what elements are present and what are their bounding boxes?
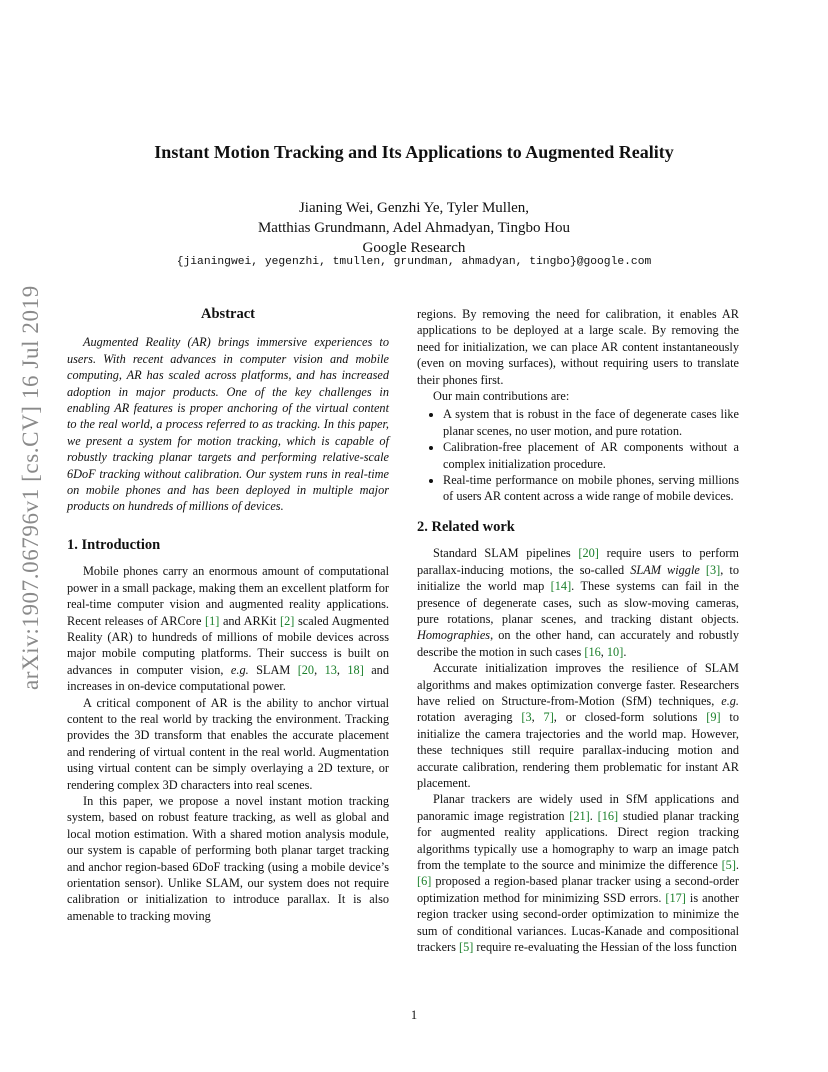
page-number: 1	[410, 1008, 418, 1022]
author-emails: {jianingwei, yegenzhi, tmullen, grundman, ahmadyan, tingbo}@google.com	[176, 256, 652, 268]
text-span: studied planar tracking for augmented reality applications. Direct region tracking algorithms typically use a homography to warp an image patch from the template to the source and minimize the difference	[417, 808, 740, 872]
citation-link[interactable]: [16	[584, 644, 601, 659]
citation-link[interactable]: [5]	[459, 940, 474, 955]
citation-link[interactable]: 7]	[543, 710, 554, 725]
text-span: . These systems can fail in the presence of degenerate cases, such as slow-moving cameras, pure rotations, planar scenes, and tracking distant objects.	[417, 579, 739, 626]
text-span: Accurate initialization improves the resilience of SLAM algorithms and makes optimization converge faster. Researchers have relied on Structure-from-Motion (SfM) techniques,	[417, 661, 739, 708]
related-paragraph-1	[417, 545, 739, 660]
text-span: .	[623, 644, 627, 659]
abstract-heading: Abstract	[201, 306, 255, 322]
citation-link[interactable]: 13	[324, 662, 337, 677]
text-span: ,	[600, 644, 607, 659]
text-span: .	[589, 808, 598, 823]
text-span: rotation averaging	[417, 710, 522, 725]
text-span: , on the other hand, can accurately and robustly describe the motion in such cases	[417, 628, 739, 659]
intro-paragraph-1	[67, 563, 389, 694]
citation-link[interactable]: [21]	[569, 808, 590, 823]
citation-link[interactable]: [1]	[205, 613, 220, 628]
related-paragraph-2	[417, 660, 739, 791]
contribution-item: • A system that is robust in the face of degenerate cases like planar scenes, no user motion, and pure rotation.	[443, 406, 739, 439]
citation-link[interactable]: [20	[297, 662, 315, 677]
text-span: require re-evaluating the Hessian of the loss function	[473, 940, 737, 955]
citation-link[interactable]: [3	[521, 710, 532, 725]
introduction-heading: 1. Introduction	[67, 536, 161, 553]
contribution-item: • Real-time performance on mobile phones, serving millions of users AR content across a wide range of mobile devices.	[443, 472, 739, 505]
citation-link[interactable]: [9]	[706, 710, 721, 725]
citation-link[interactable]: [5]	[721, 858, 736, 872]
text-span: .	[735, 858, 739, 872]
intro-paragraph-2: A critical component of AR is the ability to anchor virtual content to the real world by tracking the environment. Tracking provides the 3D transform that enables the accurate placement and rendering of virtual content in the real world. Augmentation using virtual content can be simply overlaying a 2D texture, or rendering complex 3D characters into real scenes.	[67, 695, 389, 792]
text-span: scaled Augmented Reality (AR) to hundreds of millions of mobile devices across major mobile computing platforms. Their success is built on advances in computer vision,	[67, 613, 389, 677]
related-work-heading: 2. Related work	[417, 518, 515, 535]
citation-link[interactable]: [16]	[597, 808, 619, 823]
text-span: require users to perform parallax-inducing motions, the so-called	[417, 546, 739, 577]
citation-link[interactable]: [3]	[705, 562, 721, 577]
citation-link[interactable]: [14]	[550, 579, 572, 594]
left-column	[67, 306, 389, 924]
contribution-intro-paragraph: regions. By removing the need for calibration, it enables AR applications to be deployed at a large scale. By removing the need for initialization, we can place AR content instantaneously (even on moving surfaces), without requiring users to translate their phones first.	[417, 307, 739, 387]
citation-link[interactable]: [17]	[665, 890, 686, 905]
text-span: and increases in on-device computational power.	[67, 662, 389, 694]
text-span: SLAM wiggle	[630, 562, 700, 577]
authors-line-1: Jianing Wei, Genzhi Ye, Tyler Mullen,	[298, 200, 530, 216]
contributions-lead: Our main contributions are:	[433, 389, 570, 404]
citation-link[interactable]: [2]	[280, 613, 295, 628]
related-paragraph-3	[417, 791, 739, 955]
text-span: , to initialize the world map	[417, 562, 739, 594]
affiliation: Google Research	[362, 240, 466, 256]
text-span: and ARKit	[219, 613, 281, 628]
text-span: Mobile phones carry an enormous amount of computational power in a small package, making them an excellent platform for real-time computer vision and augmented reality applications. Recent releases of ARCore	[67, 564, 389, 628]
text-span: Standard SLAM pipelines	[433, 546, 579, 561]
text-span: ,	[531, 710, 544, 725]
text-span: proposed a region-based planar tracker using a second-order optimization method for minimizing SSD errors.	[417, 874, 739, 905]
authors-line-2: Matthias Grundmann, Adel Ahmadyan, Tingbo Hou	[257, 220, 571, 236]
text-span: , or closed-form solutions	[553, 710, 707, 725]
text-span: ,	[336, 662, 348, 677]
contributions-list	[417, 406, 739, 504]
text-span: ,	[314, 662, 325, 677]
arxiv-identifier-stamp: arXiv:1907.06796v1 [cs.CV] 16 Jul 2019	[18, 285, 43, 690]
abstract-text: Augmented Reality (AR) brings immersive experiences to users. With recent advances in computer vision and mobile computing, AR has scaled across platforms, and has increased adoption in major products. One of the key challenges in enabling AR features is proper anchoring of the virtual content to the real world, a process referred to as tracking. In this paper, we present a system for motion tracking, which is capable of robustly tracking planar targets and performing relative-scale 6DoF tracking without calibration. Our system runs in real-time on mobile phones and has been deployed in multiple major products on hundreds of millions of devices.	[67, 335, 389, 514]
citation-link[interactable]: 10]	[606, 644, 624, 659]
citation-link[interactable]: [6]	[417, 874, 432, 889]
right-column	[417, 306, 739, 955]
contribution-item: • Calibration-free placement of AR components without a complex initialization procedure.	[443, 439, 739, 472]
text-span: Homographies	[417, 628, 491, 643]
text-span: SLAM	[248, 662, 298, 677]
intro-paragraph-3: In this paper, we propose a novel instant motion tracking system, based on robust feature tracking, as well as global and local motion estimation. With a shared motion analysis module, our system is capable of performing both planar target tracking and anchor region-based 6DoF tracking (using a mobile device’s orientation sensor). Unlike SLAM, our system does not require calibration or initialization to introduce parallax. It is also amenable to tracking moving	[67, 793, 389, 923]
text-span: Planar trackers are widely used in SfM applications and panoramic image registration	[417, 792, 739, 823]
text-span: is another region tracker using second-order optimization to minimize the sum of conditional variances. Lucas-Kanade and compositional trackers	[417, 890, 739, 955]
text-span: e.g.	[230, 662, 249, 677]
citation-link[interactable]: [20]	[578, 546, 599, 561]
paper-title: Instant Motion Tracking and Its Applications to Augmented Reality	[154, 142, 674, 162]
text-span: to initialize the camera trajectories and the world map. However, these techniques still require parallax-inducing motion and accurate calibration, rendering them problematic for instant AR placement.	[417, 710, 739, 790]
text-span: e.g.	[721, 693, 739, 708]
citation-link[interactable]: 18]	[347, 662, 364, 677]
